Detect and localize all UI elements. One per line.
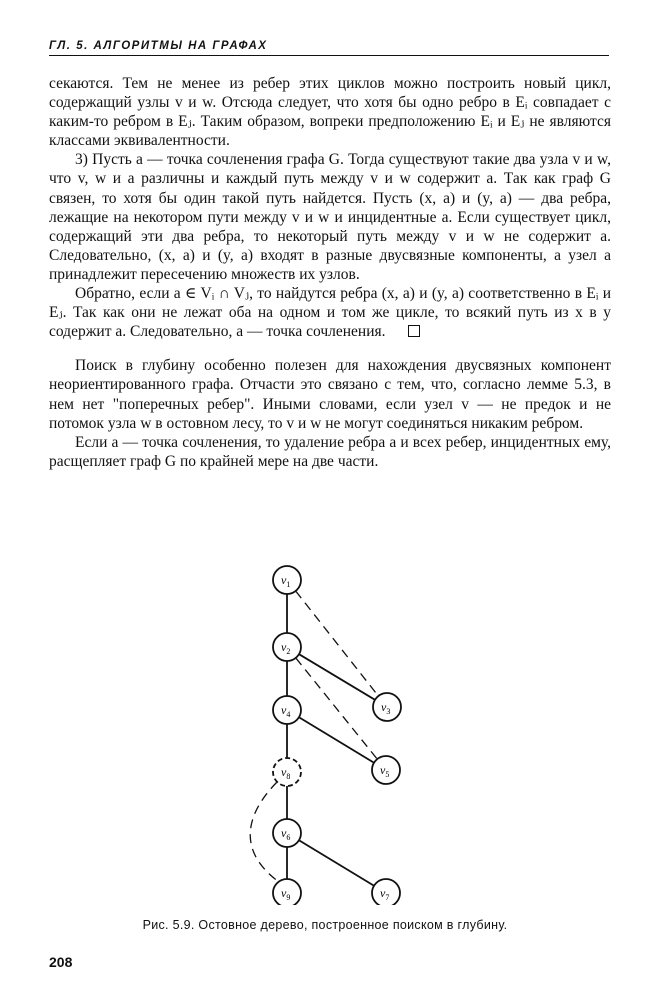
paragraph-articulation: Если a — точка сочленения, то удаление ребра a и всех ребер, инцидентных ему, расщепляет граф G по крайней мере на две части. xyxy=(49,433,611,470)
body-text xyxy=(49,74,611,471)
node-label: $v_2$ xyxy=(281,640,291,656)
node-v9 xyxy=(273,879,301,905)
node-label: $v_1$ xyxy=(281,573,291,589)
node-label: $v_6$ xyxy=(281,826,291,842)
node-v3 xyxy=(373,693,401,721)
paragraph-converse-text: Обратно, если a ∈ Vᵢ ∩ Vⱼ, то найдутся ребра (x, a) и (y, a) соответственно в Eᵢ и Eⱼ. Так как они не лежат оба на одном и том же цикле, то всякий путь из x в y содержит a. Следовательно, a — точка сочленения. xyxy=(49,285,611,341)
running-head: ГЛ. 5. АЛГОРИТМЫ НА ГРАФАХ xyxy=(49,40,609,56)
node-label: $v_7$ xyxy=(380,886,390,902)
node-v4 xyxy=(273,696,301,724)
end-of-proof-icon xyxy=(408,325,420,337)
node-v2 xyxy=(273,633,301,661)
node-v8 xyxy=(273,758,301,786)
tree-edge-v6-v7 xyxy=(299,840,374,885)
paragraph-converse xyxy=(49,284,611,341)
node-v5 xyxy=(372,756,400,784)
paragraph-case-3: 3) Пусть a — точка сочленения графа G. Тогда существуют такие два узла v и w, что v, w и a различны и каждый путь между v и w содержит a. Так как граф G связен, то хотя бы один такой путь найдется. Пусть (x, a) и (y, a) — два ребра, лежащие на некотором пути между v и w и инцидентные a. Если существует цикл, содержащий эти два ребра, то некоторый путь между v и w не содержит a. Следовательно, (x, a) и (y, a) входят в разные двусвязные компоненты, а узел a принадлежит пересечению множеств их узлов. xyxy=(49,151,611,283)
tree-edge-v4-v5 xyxy=(299,717,374,762)
page-number: 208 xyxy=(49,954,73,970)
node-label: $v_3$ xyxy=(381,700,391,716)
node-v7 xyxy=(372,879,400,905)
back-edge-v2-v5 xyxy=(296,658,377,759)
node-label: $v_8$ xyxy=(281,765,291,781)
figure-caption: Рис. 5.9. Остовное дерево, построенное поиском в глубину. xyxy=(142,918,508,932)
back-edge-v1-v3 xyxy=(296,591,379,696)
paragraph-dfs: Поиск в глубину особенно полезен для нахождения двусвязных компонент неориентированного графа. Отчасти это связано с тем, что, согласно лемме 5.3, в нем нет "поперечных ребер". Иными словами, если узел v — не предок и не потомок узла w в остовном лесу, то v и w не могут соединяться никаким ребром. xyxy=(49,357,611,432)
paragraph-continuation: секаются. Тем не менее из ребер этих циклов можно построить новый цикл, содержащий узлы v и w. Отсюда следует, что хотя бы одно ребро в Eᵢ совпадает с каким-то ребром в Eⱼ. Таким образом, вопреки предположению Eᵢ и Eⱼ не являются классами эквивалентности. xyxy=(49,75,611,150)
node-label: $v_9$ xyxy=(281,886,291,902)
node-v6 xyxy=(273,819,301,847)
spanning-tree-figure xyxy=(0,555,650,905)
node-label: $v_5$ xyxy=(380,763,390,779)
node-v1 xyxy=(273,566,301,594)
node-label: $v_4$ xyxy=(281,703,291,719)
